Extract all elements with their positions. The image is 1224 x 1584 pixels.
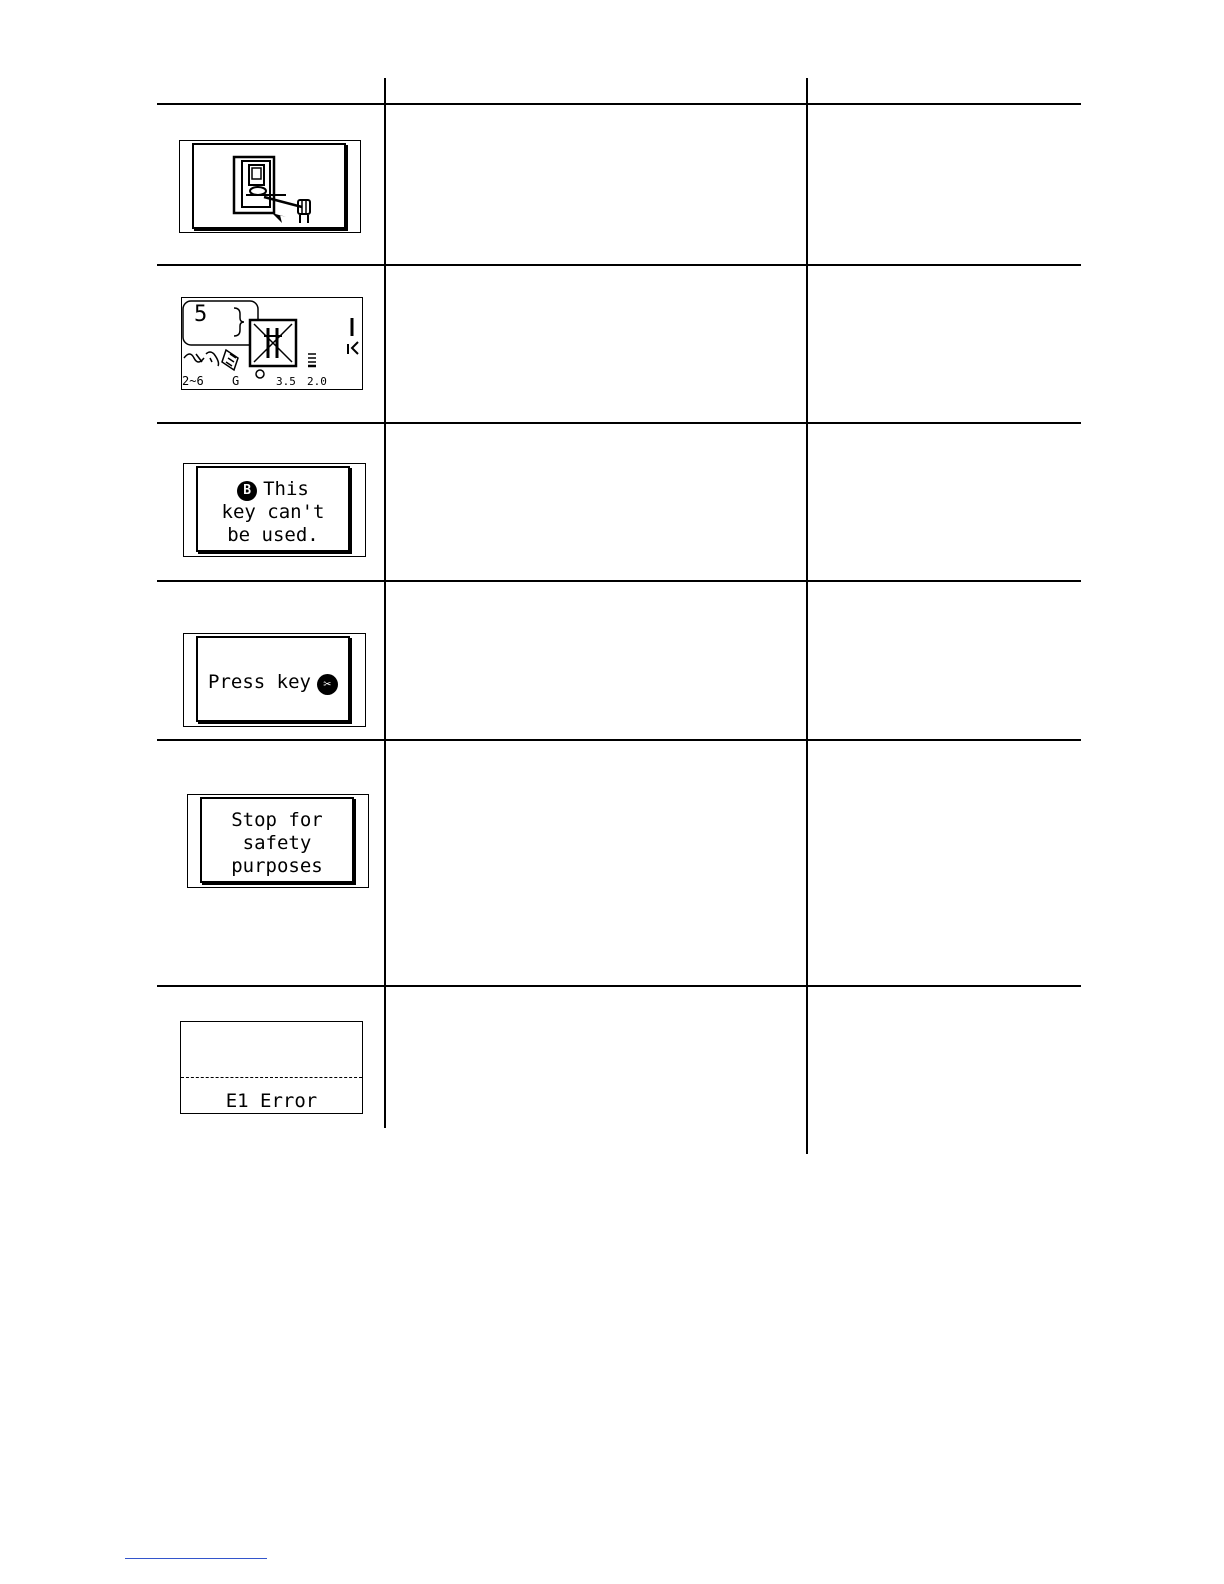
- bobbin-winder-icon: [194, 145, 344, 227]
- message-line: This: [263, 478, 309, 500]
- message-line: be used.: [227, 524, 319, 546]
- dashed-divider: [181, 1077, 362, 1078]
- lcd-panel: [180, 1021, 363, 1114]
- table-row-rule: [157, 422, 1081, 424]
- stitch-width-range: 2~6: [182, 374, 204, 388]
- lcd-panel: [183, 463, 366, 557]
- table-top-rule: [157, 103, 1081, 105]
- column-divider-1: [384, 78, 386, 1128]
- key-badge-icon: B: [237, 481, 257, 501]
- error-message: E1 Error: [225, 1090, 318, 1112]
- lcd-panel: [179, 140, 361, 233]
- stitch-screen-graphic: [182, 298, 362, 389]
- message-line: Press key: [208, 671, 311, 693]
- length-value: 2.0: [307, 375, 327, 388]
- width-value: 3.5: [276, 375, 296, 388]
- table-row-rule: [157, 739, 1081, 741]
- table-row-rule: [157, 264, 1081, 266]
- lcd-panel: [181, 297, 363, 390]
- lcd-panel: [187, 794, 369, 888]
- message-line: purposes: [231, 855, 323, 877]
- table-row-rule: [157, 580, 1081, 582]
- table-row-rule: [157, 985, 1081, 987]
- footer-rule: [125, 1558, 267, 1559]
- message-line: Stop for: [231, 809, 323, 831]
- column-divider-2: [806, 78, 808, 1154]
- message-line: key can't: [221, 501, 325, 523]
- message-line: safety: [242, 832, 312, 854]
- lcd-panel: [183, 633, 366, 727]
- pattern-number: 5: [194, 302, 208, 327]
- scissors-icon: ✂: [317, 674, 338, 695]
- foot-code: G: [232, 374, 240, 388]
